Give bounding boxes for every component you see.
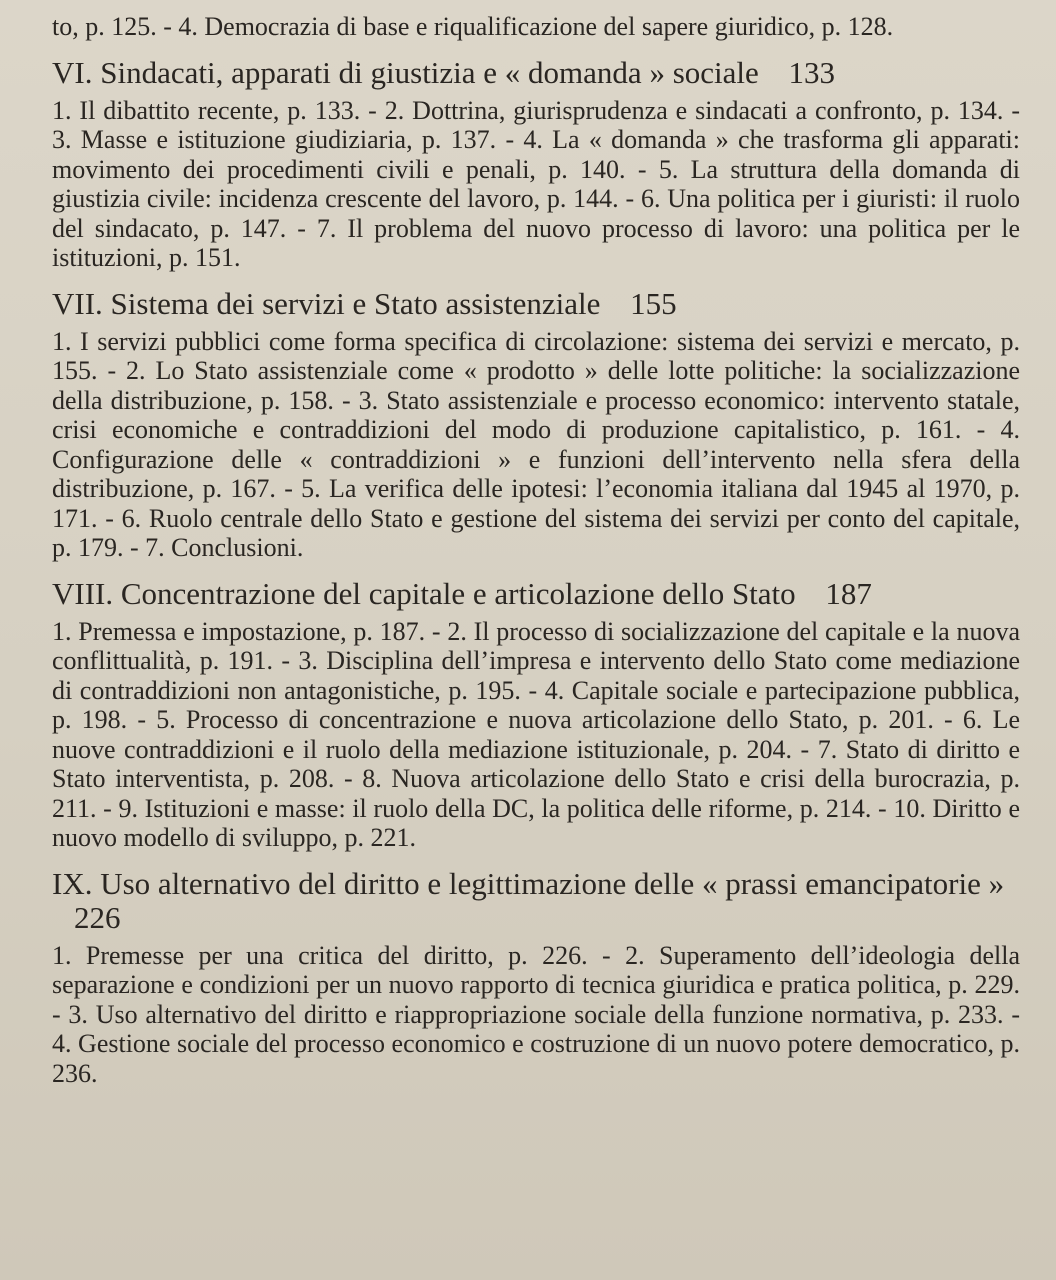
- chapter-page-number: 155: [630, 285, 677, 321]
- chapter-6: [52, 56, 1020, 273]
- chapter-page-number: 226: [74, 899, 121, 935]
- chapter-page-number: 187: [825, 575, 872, 611]
- chapter-heading: [52, 56, 1020, 90]
- chapter-9: [52, 867, 1020, 1089]
- chapter-number: VIII.: [52, 575, 114, 611]
- chapter-title: Uso alternativo del diritto e legittimazione delle « prassi emancipatorie »: [100, 865, 1005, 901]
- chapter-heading: [52, 287, 1020, 321]
- chapter-page-number: 133: [788, 54, 836, 90]
- chapter-number: VI.: [52, 54, 93, 90]
- chapter-summary: 1. Premessa e impostazione, p. 187. - 2. Il processo di socializzazione del capitale e la nuova conflittualità, p. 191. - 3. Disciplina dell’impresa e intervento dello Stato come mediazione di contraddizioni non antagonistiche, p. 195. - 4. Capitale sociale e partecipazione pubblica, p. 198. - 5. Processo di concentrazione e nuova articolazione dello Stato, p. 201. - 6. Le nuove contraddizioni e il ruolo della mediazione istituzionale, p. 204. - 7. Stato di diritto e Stato interventista, p. 208. - 8. Nuova articolazione dello Stato e crisi della burocrazia, p. 211. - 9. Istituzioni e masse: il ruolo della DC, la politica delle riforme, p. 214. - 10. Diritto e nuovo modello di sviluppo, p. 221.: [52, 616, 1020, 852]
- chapter-summary: 1. Il dibattito recente, p. 133. - 2. Dottrina, giurisprudenza e sindacati a confronto, p. 134. - 3. Masse e istituzione giudiziaria, p. 137. - 4. La « domanda » che trasforma gli apparati: movimento dei procedimenti civili e penali, p. 140. - 5. La struttura della domanda di giustizia civile: incidenza crescente del lavoro, p. 144. - 6. Una politica per i giuristi: il ruolo del sindacato, p. 147. - 7. Il problema del nuovo processo di lavoro: una politica per le istituzioni, p. 151.: [52, 95, 1020, 272]
- chapter-title: Concentrazione del capitale e articolazione dello Stato: [120, 575, 796, 611]
- chapter-title: Sistema dei servizi e Stato assistenziale: [110, 285, 601, 321]
- chapter-heading: [52, 867, 1020, 935]
- chapter-number: IX.: [52, 865, 93, 901]
- chapter-heading: [52, 577, 1020, 611]
- chapter-number: VII.: [52, 285, 103, 321]
- chapter-title: Sindacati, apparati di giustizia e « domanda » sociale: [100, 54, 759, 90]
- chapter-summary: 1. Premesse per una critica del diritto, p. 226. - 2. Superamento dell’ideologia della separazione e condizioni per un nuovo rapporto di tecnica giuridica e pratica politica, p. 229. - 3. Uso alternativo del diritto e riappropriazione sociale della funzione normativa, p. 233. - 4. Gestione sociale del processo economico e costruzione di un nuovo potere democratico, p. 236.: [52, 940, 1020, 1088]
- chapter-7: [52, 287, 1020, 563]
- chapter-summary: 1. I servizi pubblici come forma specifica di circolazione: sistema dei servizi e mercato, p. 155. - 2. Lo Stato assistenziale come « prodotto » delle lotte politiche: la socializzazione della distribuzione, p. 158. - 3. Stato assistenziale e processo economico: intervento statale, crisi economiche e contraddizioni del modo di produzione capitalistico, p. 161. - 4. Configurazione delle « contraddizioni » e funzioni dell’intervento nella sfera della distribuzione, p. 167. - 5. La verifica delle ipotesi: l’economia italiana dal 1945 al 1970, p. 171. - 6. Ruolo centrale dello Stato e gestione del sistema dei servizi per conto del capitale, p. 179. - 7. Conclusioni.: [52, 326, 1020, 562]
- intro-continuation: to, p. 125. - 4. Democrazia di base e riqualificazione del sapere giuridico, p. 128.: [52, 12, 894, 41]
- chapter-8: [52, 577, 1020, 853]
